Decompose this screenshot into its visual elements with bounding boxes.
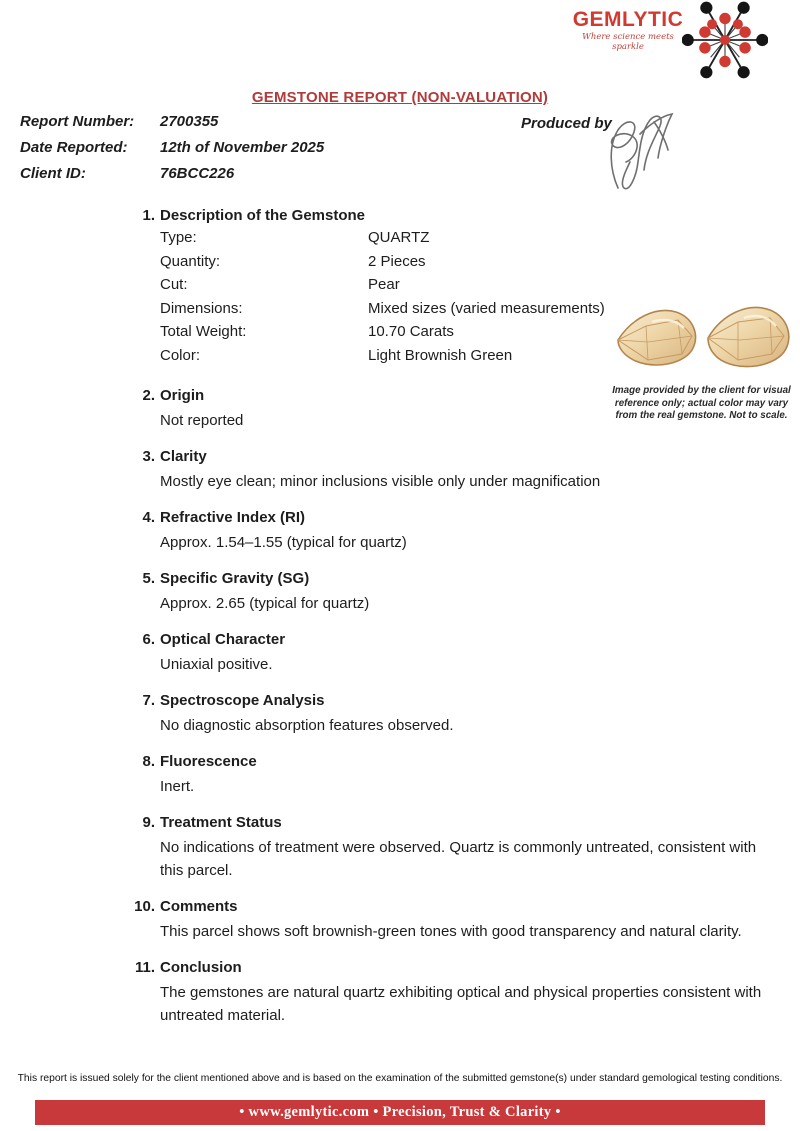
spec-label: Type: [160, 229, 197, 246]
spec-row [160, 253, 780, 277]
section-number: 3. [142, 447, 155, 465]
section-title: Fluorescence [160, 752, 257, 770]
report-section [142, 445, 780, 493]
section-number: 11. [134, 958, 155, 976]
section-number: 4. [142, 508, 155, 526]
meta-label: Date Reported: [20, 139, 128, 156]
section-number: 8. [142, 752, 155, 770]
section-number: 7. [142, 691, 155, 709]
spec-value: 10.70 Carats [368, 323, 454, 341]
meta-row [20, 113, 500, 139]
report-title: GEMSTONE REPORT (NON-VALUATION) [251, 89, 549, 106]
section-title: Treatment Status [160, 813, 282, 831]
spec-label: Cut: [160, 276, 188, 294]
brand-tagline: Where science meets sparkle [582, 32, 674, 52]
gem-figure [610, 296, 793, 423]
produced-by-label: Produced by [521, 115, 612, 132]
report-section [142, 506, 780, 554]
section-body: The gemstones are natural quartz exhibiting optical and physical properties consistent with untreated material. [160, 983, 762, 1024]
gemlytic-logo-icon [682, 0, 768, 86]
spec-label: Color: [160, 346, 201, 364]
section-number: 6. [142, 630, 155, 648]
section-number: 2. [142, 386, 155, 404]
meta-label: Report Number: [20, 113, 135, 130]
spec-row [160, 229, 780, 253]
section-body: Approx. 1.54–1.55 (typical for quartz) [160, 533, 407, 551]
section-body: Not reported [160, 411, 244, 429]
gemstone-photo [612, 296, 792, 376]
report-section [142, 750, 780, 798]
report-section [142, 567, 780, 615]
meta-row [20, 139, 500, 165]
section-title: Optical Character [160, 630, 286, 648]
section-body: Mostly eye clean; minor inclusions visible only under magnification [160, 472, 601, 490]
report-section [134, 956, 780, 1027]
section-body: Inert. [160, 777, 195, 795]
meta-value: 12th of November 2025 [160, 139, 325, 156]
report-section [142, 689, 780, 737]
spec-value: 2 Pieces [368, 252, 426, 270]
section-title: Origin [160, 386, 205, 404]
report-section [134, 895, 780, 943]
section-title: Specific Gravity (SG) [160, 569, 310, 587]
gem-caption: Image provided by the client for visual reference only; actual color may vary from the real gemstone. Not to scale. [612, 385, 791, 421]
brand-name: GEMLYTIC [572, 8, 684, 31]
section-number: 1. [142, 207, 155, 224]
spec-label: Dimensions: [160, 299, 243, 317]
meta-label: Client ID: [20, 165, 86, 182]
spec-label: Quantity: [160, 252, 221, 270]
report-meta [20, 113, 500, 191]
section-title: Conclusion [160, 958, 242, 976]
section-body: No indications of treatment were observed. Quartz is commonly untreated, consistent with this parcel. [160, 838, 757, 879]
spec-label: Total Weight: [160, 323, 247, 341]
section-body: No diagnostic absorption features observed. [160, 716, 454, 734]
section-title: Clarity [160, 447, 207, 465]
footer-disclaimer: This report is issued solely for the client mentioned above and is based on the examination of the submitted gemstone(s) under standard gemological testing conditions. [17, 1073, 783, 1084]
section-body: This parcel shows soft brownish-green tones with good transparency and natural clarity. [160, 922, 742, 940]
spec-value: Mixed sizes (varied measurements) [368, 299, 605, 317]
footer-bar: • www.gemlytic.com • Precision, Trust & Clarity • [35, 1100, 765, 1125]
section-title: Comments [160, 897, 238, 915]
signature-scribble [596, 100, 686, 195]
section-title: Description of the Gemstone [160, 207, 366, 224]
spec-value: Pear [368, 276, 400, 294]
section-body: Approx. 2.65 (typical for quartz) [160, 594, 370, 612]
meta-value: 2700355 [160, 113, 219, 130]
section-body: Uniaxial positive. [160, 655, 273, 673]
report-section [142, 811, 780, 882]
section-number: 9. [142, 813, 155, 831]
brand-block [570, 8, 686, 52]
meta-row [20, 165, 500, 191]
meta-value: 76BCC226 [160, 165, 235, 182]
section-title: Spectroscope Analysis [160, 691, 325, 709]
spec-value: QUARTZ [368, 229, 430, 246]
section-title: Refractive Index (RI) [160, 508, 306, 526]
section-number: 5. [142, 569, 155, 587]
spec-value: Light Brownish Green [368, 346, 513, 364]
section-number: 10. [134, 897, 155, 915]
report-section [142, 628, 780, 676]
